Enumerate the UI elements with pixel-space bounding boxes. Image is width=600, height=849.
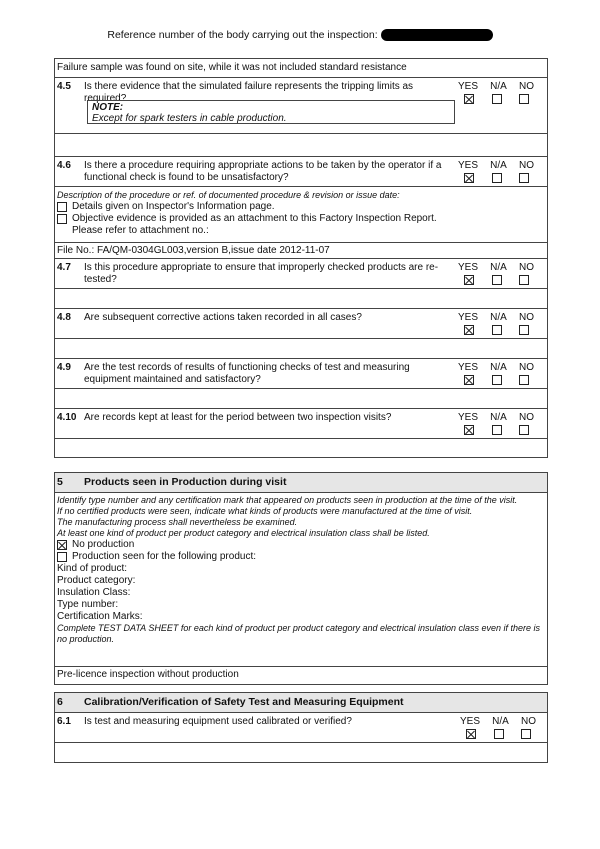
- no-checkbox[interactable]: [521, 729, 531, 739]
- na-label: N/A: [490, 362, 507, 373]
- option-objective-evidence: [57, 213, 545, 225]
- instruction-1: Identify type number and any certification mark that appeared on products seen in production at the time of the visit.: [57, 495, 518, 505]
- option-label: Objective evidence is provided as an attachment to this Factory Inspection Report.: [72, 213, 437, 224]
- question-number: 4.8: [57, 312, 71, 323]
- option-production-seen: [57, 551, 545, 563]
- certification-marks: Certification Marks:: [57, 611, 143, 622]
- yes-checkbox-checked[interactable]: [464, 275, 474, 285]
- instruction-2: If no certified products were seen, indicate what kinds of products were manufactured at the time of visit.: [57, 506, 473, 516]
- na-checkbox[interactable]: [492, 425, 502, 435]
- section-5-box: [54, 472, 548, 685]
- file-no-row: [55, 243, 547, 259]
- redacted-reference: [381, 29, 493, 41]
- section-title: Products seen in Production during visit: [84, 476, 287, 488]
- reference-label: Reference number of the body carrying out the inspection:: [107, 29, 378, 41]
- section-5-header: [55, 473, 547, 493]
- yes-label: YES: [458, 312, 479, 323]
- no-checkbox[interactable]: [519, 375, 529, 385]
- inspection-reference-line: [0, 29, 600, 41]
- question-4-8-row: [55, 309, 547, 339]
- complete-data-sheet-note: Complete TEST DATA SHEET for each kind of product per product category and electrical insulation class even if there is no production.: [57, 623, 541, 644]
- spacer-row: [55, 289, 547, 309]
- question-number: 4.10: [57, 412, 77, 423]
- question-number: 4.6: [57, 160, 71, 171]
- no-label: NO: [519, 412, 534, 423]
- no-label: NO: [519, 362, 534, 373]
- na-label: N/A: [490, 312, 507, 323]
- answer-group: [458, 160, 534, 183]
- pre-licence-text: Pre-licence inspection without production: [57, 669, 239, 680]
- evidence-checkbox[interactable]: [57, 214, 67, 224]
- section-number: 5: [57, 476, 63, 488]
- na-label: N/A: [490, 160, 507, 171]
- question-text: Are subsequent corrective actions taken recorded in all cases?: [84, 312, 362, 323]
- kind-of-product: Kind of product:: [57, 563, 128, 574]
- answer-group: [458, 362, 534, 385]
- question-4-5-row: [55, 78, 547, 134]
- question-4-9-row: [55, 359, 547, 389]
- yes-checkbox-checked[interactable]: [464, 325, 474, 335]
- no-production-checkbox-checked[interactable]: [57, 540, 67, 550]
- spacer-row: [55, 389, 547, 409]
- question-number: 6.1: [57, 716, 71, 727]
- no-label: NO: [519, 160, 534, 171]
- na-label: N/A: [492, 716, 509, 727]
- option-label: No production: [72, 539, 135, 550]
- option-label: Production seen for the following product:: [72, 551, 256, 562]
- no-label: NO: [519, 262, 534, 273]
- no-label: NO: [521, 716, 536, 727]
- section-number: 6: [57, 696, 63, 708]
- question-text: Is there a procedure requiring appropriate actions to be taken by the operator if a functional check is found to be unsatisfactory?: [84, 160, 442, 183]
- question-4-6-row: [55, 157, 547, 187]
- pre-licence-row: [55, 667, 547, 684]
- question-text: Are records kept at least for the period between two inspection visits?: [84, 412, 392, 423]
- option-details-inspector: [57, 201, 545, 213]
- question-number: 4.7: [57, 262, 71, 273]
- no-checkbox[interactable]: [519, 325, 529, 335]
- na-checkbox[interactable]: [492, 375, 502, 385]
- question-6-1-row: [55, 713, 547, 743]
- answer-group: [458, 262, 534, 285]
- yes-label: YES: [458, 262, 479, 273]
- note-box: [87, 100, 455, 124]
- no-checkbox[interactable]: [519, 275, 529, 285]
- section-6-box: [54, 692, 548, 763]
- answer-group: [458, 312, 534, 335]
- no-label: NO: [519, 81, 534, 92]
- type-number: Type number:: [57, 599, 119, 610]
- details-checkbox[interactable]: [57, 202, 67, 212]
- yes-checkbox-checked[interactable]: [464, 173, 474, 183]
- na-checkbox[interactable]: [494, 729, 504, 739]
- answer-group: [458, 412, 534, 435]
- na-label: N/A: [490, 412, 507, 423]
- yes-checkbox-checked[interactable]: [464, 375, 474, 385]
- yes-label: YES: [458, 160, 479, 171]
- spacer-row: [55, 134, 547, 157]
- question-number: 4.9: [57, 362, 71, 373]
- production-seen-checkbox[interactable]: [57, 552, 67, 562]
- question-text: Is this procedure appropriate to ensure that improperly checked products are re-tested?: [84, 262, 439, 285]
- procedure-description-row: [55, 187, 547, 243]
- failure-sample-text: Failure sample was found on site, while it was not included standard resistance: [57, 62, 407, 73]
- note-title: NOTE:: [92, 102, 124, 113]
- question-number: 4.5: [57, 81, 71, 92]
- question-4-7-row: [55, 259, 547, 289]
- yes-label: YES: [458, 412, 479, 423]
- answer-group: [458, 81, 534, 104]
- no-label: NO: [519, 312, 534, 323]
- yes-checkbox-checked[interactable]: [464, 94, 474, 104]
- question-text: Are the test records of results of functioning checks of test and measuring equipment maintained and satisfactory?: [84, 362, 410, 385]
- yes-label: YES: [458, 362, 479, 373]
- question-text: Is there evidence that the simulated failure represents the tripping limits as required?: [84, 81, 414, 104]
- failure-sample-row: [55, 59, 547, 78]
- na-checkbox[interactable]: [492, 94, 502, 104]
- yes-label: YES: [458, 81, 479, 92]
- section-title: Calibration/Verification of Safety Test and Measuring Equipment: [84, 696, 404, 708]
- spacer-row: [55, 339, 547, 359]
- question-4-10-row: [55, 409, 547, 439]
- na-label: N/A: [490, 81, 507, 92]
- na-label: N/A: [490, 262, 507, 273]
- attachment-ref: Please refer to attachment no.:: [72, 225, 209, 236]
- yes-checkbox-checked[interactable]: [466, 729, 476, 739]
- spacer-row: [55, 439, 547, 457]
- products-detail-row: [55, 493, 547, 667]
- no-checkbox[interactable]: [519, 425, 529, 435]
- instruction-4: At least one kind of product per product category and electrical insulation class shall be listed.: [57, 528, 430, 538]
- note-text: Except for spark testers in cable production.: [92, 113, 287, 124]
- section-6-header: [55, 693, 547, 713]
- option-no-production: [57, 539, 545, 551]
- product-category: Product category:: [57, 575, 136, 586]
- insulation-class: Insulation Class:: [57, 587, 131, 598]
- answer-group: [460, 716, 536, 739]
- spacer-row: [55, 743, 547, 762]
- section-4-box: [54, 58, 548, 458]
- no-checkbox[interactable]: [519, 94, 529, 104]
- no-checkbox[interactable]: [519, 173, 529, 183]
- file-no-text: File No.: FA/QM-0304GL003,version B,issue date 2012-11-07: [57, 245, 330, 256]
- option-label: Details given on Inspector's Information page.: [72, 201, 275, 212]
- na-checkbox[interactable]: [492, 173, 502, 183]
- na-checkbox[interactable]: [492, 275, 502, 285]
- question-text: Is test and measuring equipment used calibrated or verified?: [84, 716, 352, 727]
- description-label: Description of the procedure or ref. of documented procedure & revision or issue date:: [57, 190, 400, 200]
- instruction-3: The manufacturing process shall nevertheless be examined.: [57, 517, 298, 527]
- na-checkbox[interactable]: [492, 325, 502, 335]
- yes-checkbox-checked[interactable]: [464, 425, 474, 435]
- yes-label: YES: [460, 716, 481, 727]
